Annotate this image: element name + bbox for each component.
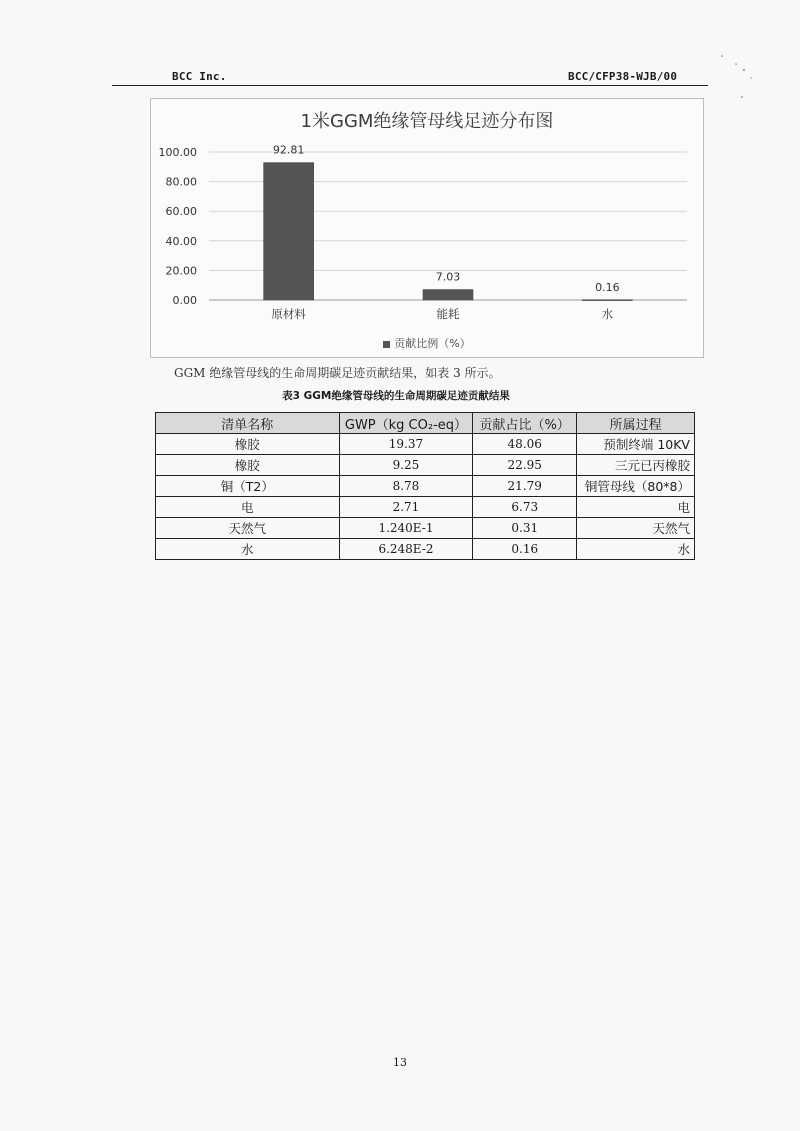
cell-item: 橡胶: [156, 434, 340, 455]
cell-process: 三元已丙橡胶: [577, 455, 695, 476]
y-tick-label: 20.00: [165, 264, 197, 278]
body-paragraph: GGM 绝缘管母线的生命周期碳足迹贡献结果，如表 3 所示。: [174, 366, 501, 380]
cell-share: 6.73: [473, 497, 577, 518]
cell-process: 水: [577, 539, 695, 560]
col-header-item: 清单名称: [156, 413, 340, 434]
header-company: BCC Inc.: [172, 70, 227, 83]
table-row: [156, 539, 695, 560]
legend-swatch: [383, 341, 390, 348]
bar: [582, 300, 632, 301]
y-tick-label: 40.00: [165, 234, 197, 248]
cell-process: 电: [577, 497, 695, 518]
bar: [264, 163, 314, 300]
chart-legend: [151, 335, 703, 351]
table-header-row: [156, 413, 695, 434]
cell-gwp: 1.240E-1: [339, 518, 473, 539]
y-tick-label: 0.00: [172, 294, 197, 307]
col-header-share: 贡献占比（%）: [473, 413, 577, 434]
cell-share: 48.06: [473, 434, 577, 455]
data-label: 92.81: [272, 143, 305, 157]
x-tick-label: 能耗: [436, 307, 460, 321]
cell-gwp: 2.71: [339, 497, 473, 518]
cell-process: 天然气: [577, 518, 695, 539]
data-label: 0.16: [595, 280, 620, 294]
bar-chart: [150, 98, 704, 358]
page-number: 13: [393, 1056, 407, 1069]
cell-process: 铜管母线（80*8）: [577, 476, 695, 497]
table-row: [156, 497, 695, 518]
cell-item: 天然气: [156, 518, 340, 539]
legend-label: 贡献比例（%）: [394, 337, 471, 350]
x-tick-label: 原材料: [271, 307, 306, 321]
y-tick-label: 100.00: [158, 146, 197, 159]
table-caption-text: 表3 GGM绝缘管母线的生命周期碳足迹贡献结果: [282, 390, 510, 402]
cell-item: 电: [156, 497, 340, 518]
table-row: [156, 455, 695, 476]
col-header-gwp: GWP（kg CO₂-eq）: [339, 413, 473, 434]
cell-item: 橡胶: [156, 455, 340, 476]
table-row: [156, 434, 695, 455]
cell-process: 预制终端 10KV: [577, 434, 695, 455]
data-label: 7.03: [435, 270, 461, 284]
x-tick-label: 水: [601, 307, 614, 321]
y-tick-label: 80.00: [165, 175, 197, 189]
cell-share: 0.16: [473, 539, 577, 560]
cell-share: 21.79: [473, 476, 577, 497]
contribution-table: [155, 412, 695, 560]
cell-share: 22.95: [473, 455, 577, 476]
header-rule: [112, 85, 708, 86]
cell-gwp: 19.37: [339, 434, 473, 455]
table-row: [156, 518, 695, 539]
cell-item: 水: [156, 539, 340, 560]
scan-specks: [718, 50, 758, 100]
col-header-process: 所属过程: [577, 413, 695, 434]
cell-gwp: 8.78: [339, 476, 473, 497]
cell-gwp: 6.248E-2: [339, 539, 473, 560]
bar: [423, 290, 473, 300]
cell-gwp: 9.25: [339, 455, 473, 476]
chart-title: 1米GGM绝缘管母线足迹分布图: [300, 111, 554, 132]
cell-share: 0.31: [473, 518, 577, 539]
chart-plot: [151, 99, 703, 357]
y-tick-label: 60.00: [165, 205, 197, 219]
cell-item: 铜（T2）: [156, 476, 340, 497]
table-row: [156, 476, 695, 497]
table-caption: [0, 388, 800, 403]
header-doc-code: BCC/CFP38-WJB/00: [568, 70, 678, 83]
